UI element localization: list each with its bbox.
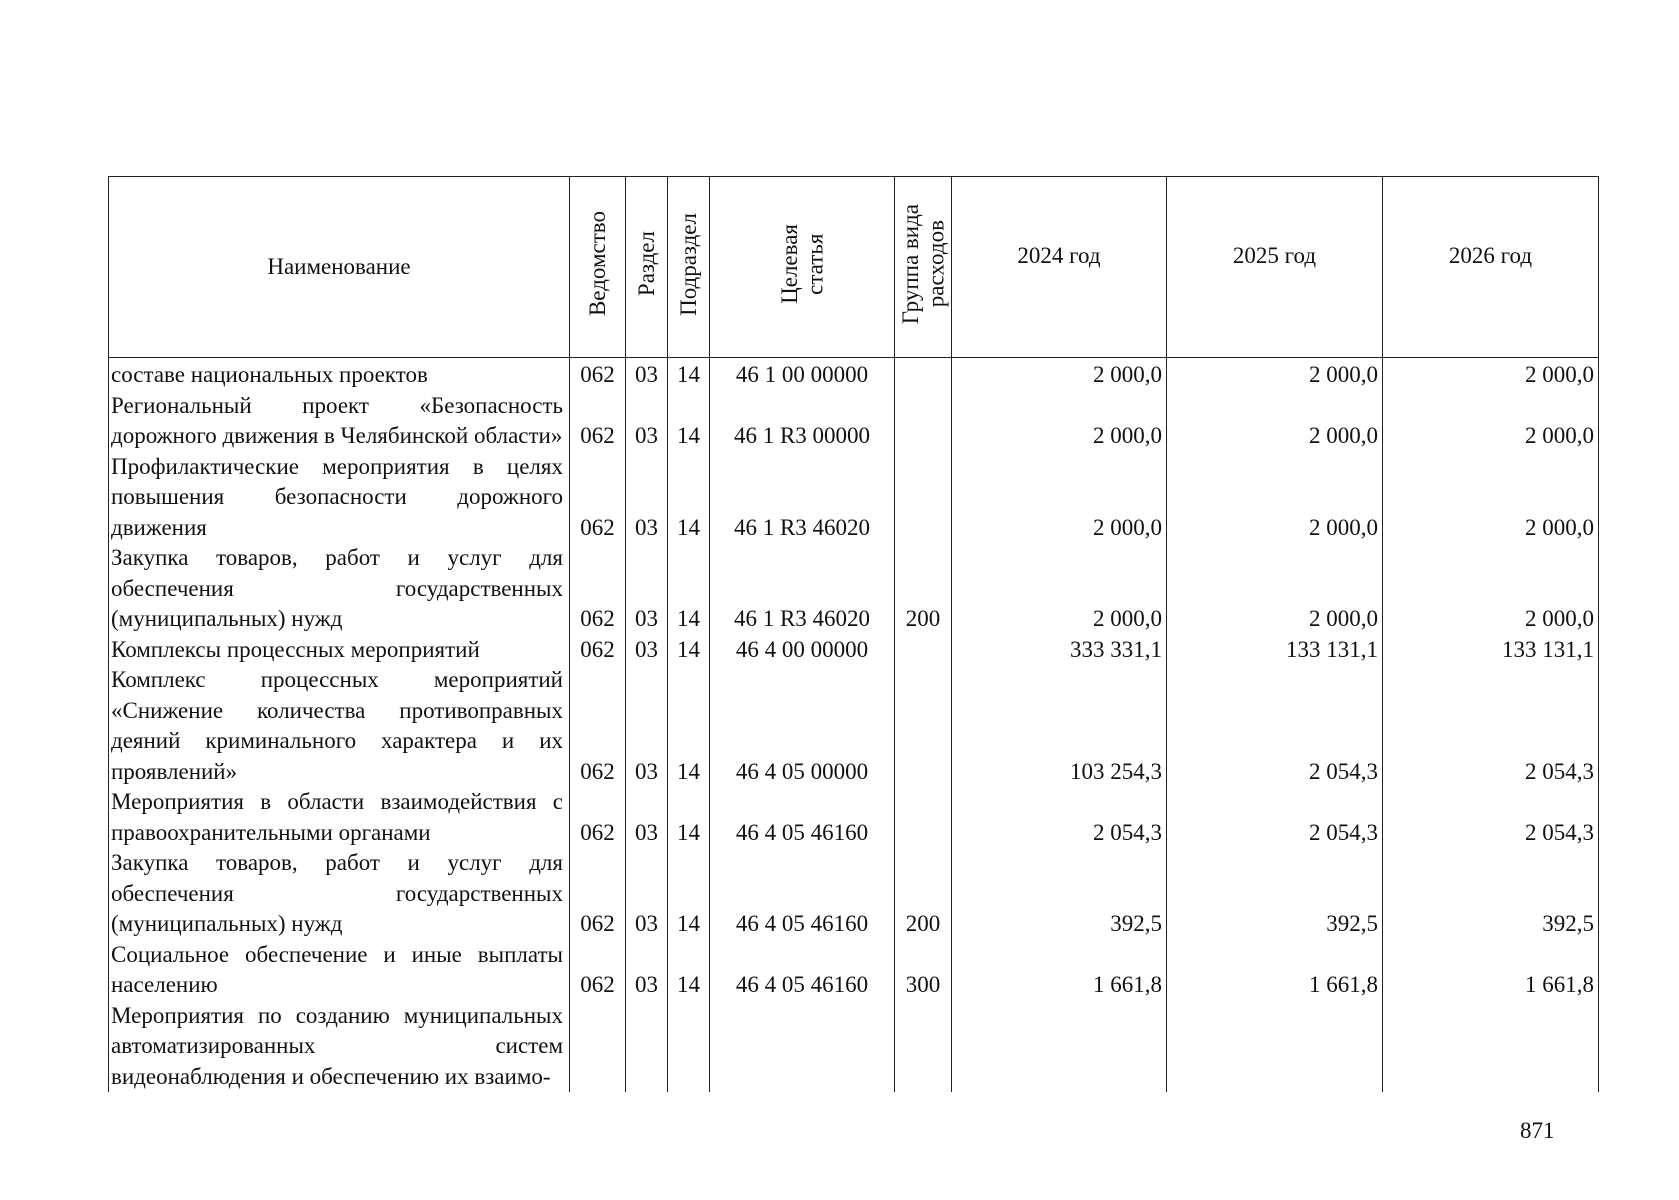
- row-value-2025: [1167, 1001, 1383, 1093]
- row-celevaya-statya: 46 1 R3 46020: [710, 452, 895, 544]
- row-value-2024: 2 000,0: [952, 391, 1167, 452]
- row-value-2026: 2 000,0: [1383, 452, 1599, 544]
- row-razdel: 03: [626, 635, 668, 666]
- row-vedomstvo: 062: [570, 391, 626, 452]
- row-razdel: 03: [626, 848, 668, 940]
- row-gruppa-rashodov: 200: [895, 543, 952, 635]
- row-value-2024: 2 000,0: [952, 543, 1167, 635]
- row-celevaya-statya: 46 4 05 46160: [710, 787, 895, 848]
- row-podrazdel: 14: [668, 787, 710, 848]
- row-value-2026: 2 000,0: [1383, 358, 1599, 391]
- row-podrazdel: 14: [668, 358, 710, 391]
- row-value-2026: 2 054,3: [1383, 665, 1599, 787]
- table-row: [109, 635, 1599, 666]
- row-celevaya-statya: 46 4 00 00000: [710, 635, 895, 666]
- row-podrazdel: 14: [668, 665, 710, 787]
- row-razdel: 03: [626, 452, 668, 544]
- row-value-2025: 1 661,8: [1167, 940, 1383, 1001]
- row-value-2026: 133 131,1: [1383, 635, 1599, 666]
- row-gruppa-rashodov: [895, 1001, 952, 1093]
- row-value-2025: 2 054,3: [1167, 787, 1383, 848]
- row-razdel: 03: [626, 391, 668, 452]
- row-razdel: 03: [626, 940, 668, 1001]
- row-value-2024: 392,5: [952, 848, 1167, 940]
- row-podrazdel: 14: [668, 635, 710, 666]
- row-gruppa-rashodov: 300: [895, 940, 952, 1001]
- row-gruppa-rashodov: [895, 665, 952, 787]
- row-name: Комплексы процессных мероприятий: [109, 635, 570, 666]
- header-podrazdel: Подраздел: [668, 177, 710, 358]
- row-name: Региональный проект «Безопасность дорожного движения в Челябинской области»: [109, 391, 570, 452]
- header-razdel: Раздел: [626, 177, 668, 358]
- row-name: Комплекс процессных мероприятий «Снижение количества противоправных деяний криминального характера и их проявлений»: [109, 665, 570, 787]
- row-vedomstvo: 062: [570, 452, 626, 544]
- header-celevaya-statya: Целевая статья: [710, 177, 895, 358]
- row-celevaya-statya: 46 4 05 46160: [710, 940, 895, 1001]
- row-vedomstvo: 062: [570, 543, 626, 635]
- row-value-2025: 2 000,0: [1167, 543, 1383, 635]
- row-name: Закупка товаров, работ и услуг для обеспечения государственных (муниципальных) нужд: [109, 543, 570, 635]
- table-row: [109, 358, 1599, 391]
- row-value-2026: 1 661,8: [1383, 940, 1599, 1001]
- row-vedomstvo: 062: [570, 848, 626, 940]
- row-value-2025: 2 054,3: [1167, 665, 1383, 787]
- table-row: [109, 665, 1599, 787]
- row-razdel: [626, 1001, 668, 1093]
- row-value-2024: [952, 1001, 1167, 1093]
- row-celevaya-statya: 46 1 R3 00000: [710, 391, 895, 452]
- row-gruppa-rashodov: [895, 452, 952, 544]
- row-celevaya-statya: 46 1 R3 46020: [710, 543, 895, 635]
- row-name: Мероприятия в области взаимодействия с правоохранительными органами: [109, 787, 570, 848]
- row-value-2024: 2 000,0: [952, 358, 1167, 391]
- row-value-2025: 2 000,0: [1167, 391, 1383, 452]
- table-row: [109, 1001, 1599, 1093]
- row-podrazdel: 14: [668, 848, 710, 940]
- row-value-2025: 2 000,0: [1167, 452, 1383, 544]
- row-celevaya-statya: 46 4 05 00000: [710, 665, 895, 787]
- table-row: [109, 452, 1599, 544]
- row-value-2026: 2 000,0: [1383, 391, 1599, 452]
- row-razdel: 03: [626, 358, 668, 391]
- row-gruppa-rashodov: [895, 787, 952, 848]
- row-gruppa-rashodov: [895, 358, 952, 391]
- table-row: [109, 543, 1599, 635]
- table-body: [109, 358, 1599, 1093]
- row-podrazdel: 14: [668, 452, 710, 544]
- row-value-2024: 103 254,3: [952, 665, 1167, 787]
- row-value-2025: 133 131,1: [1167, 635, 1383, 666]
- row-celevaya-statya: 46 4 05 46160: [710, 848, 895, 940]
- row-value-2026: 392,5: [1383, 848, 1599, 940]
- row-name: Профилактические мероприятия в целях повышения безопасности дорожного движения: [109, 452, 570, 544]
- row-value-2024: 1 661,8: [952, 940, 1167, 1001]
- row-value-2025: 2 000,0: [1167, 358, 1383, 391]
- row-name: Закупка товаров, работ и услуг для обеспечения государственных (муниципальных) нужд: [109, 848, 570, 940]
- row-name: составе национальных проектов: [109, 358, 570, 391]
- row-podrazdel: 14: [668, 543, 710, 635]
- row-podrazdel: 14: [668, 940, 710, 1001]
- row-celevaya-statya: 46 1 00 00000: [710, 358, 895, 391]
- row-value-2025: 392,5: [1167, 848, 1383, 940]
- header-name: Наименование: [109, 177, 570, 358]
- header-vedomstvo: Ведомство: [570, 177, 626, 358]
- table-row: [109, 940, 1599, 1001]
- table-row: [109, 787, 1599, 848]
- row-podrazdel: 14: [668, 391, 710, 452]
- row-value-2024: 2 000,0: [952, 452, 1167, 544]
- row-vedomstvo: 062: [570, 358, 626, 391]
- page-number: 871: [1520, 1118, 1555, 1143]
- header-2024: 2024 год: [952, 177, 1167, 358]
- header-gruppa-rashodov: Группа вида расходов: [895, 177, 952, 358]
- row-razdel: 03: [626, 543, 668, 635]
- row-value-2024: 333 331,1: [952, 635, 1167, 666]
- row-celevaya-statya: [710, 1001, 895, 1093]
- row-value-2026: 2 054,3: [1383, 787, 1599, 848]
- row-value-2026: [1383, 1001, 1599, 1093]
- budget-table: [108, 176, 1599, 1092]
- header-2026: 2026 год: [1383, 177, 1599, 358]
- table-row: [109, 848, 1599, 940]
- row-vedomstvo: [570, 1001, 626, 1093]
- row-name: Социальное обеспечение и иные выплаты населению: [109, 940, 570, 1001]
- row-value-2024: 2 054,3: [952, 787, 1167, 848]
- table-header-row: [109, 177, 1599, 358]
- row-podrazdel: [668, 1001, 710, 1093]
- row-vedomstvo: 062: [570, 665, 626, 787]
- row-razdel: 03: [626, 787, 668, 848]
- table-row: [109, 391, 1599, 452]
- row-vedomstvo: 062: [570, 940, 626, 1001]
- row-razdel: 03: [626, 665, 668, 787]
- row-value-2026: 2 000,0: [1383, 543, 1599, 635]
- row-vedomstvo: 062: [570, 635, 626, 666]
- row-name: Мероприятия по созданию муниципальных автоматизированных систем видеонаблюдения и обеспечению их взаимо-: [109, 1001, 570, 1093]
- header-2025: 2025 год: [1167, 177, 1383, 358]
- row-gruppa-rashodov: [895, 391, 952, 452]
- row-gruppa-rashodov: [895, 635, 952, 666]
- row-gruppa-rashodov: 200: [895, 848, 952, 940]
- row-vedomstvo: 062: [570, 787, 626, 848]
